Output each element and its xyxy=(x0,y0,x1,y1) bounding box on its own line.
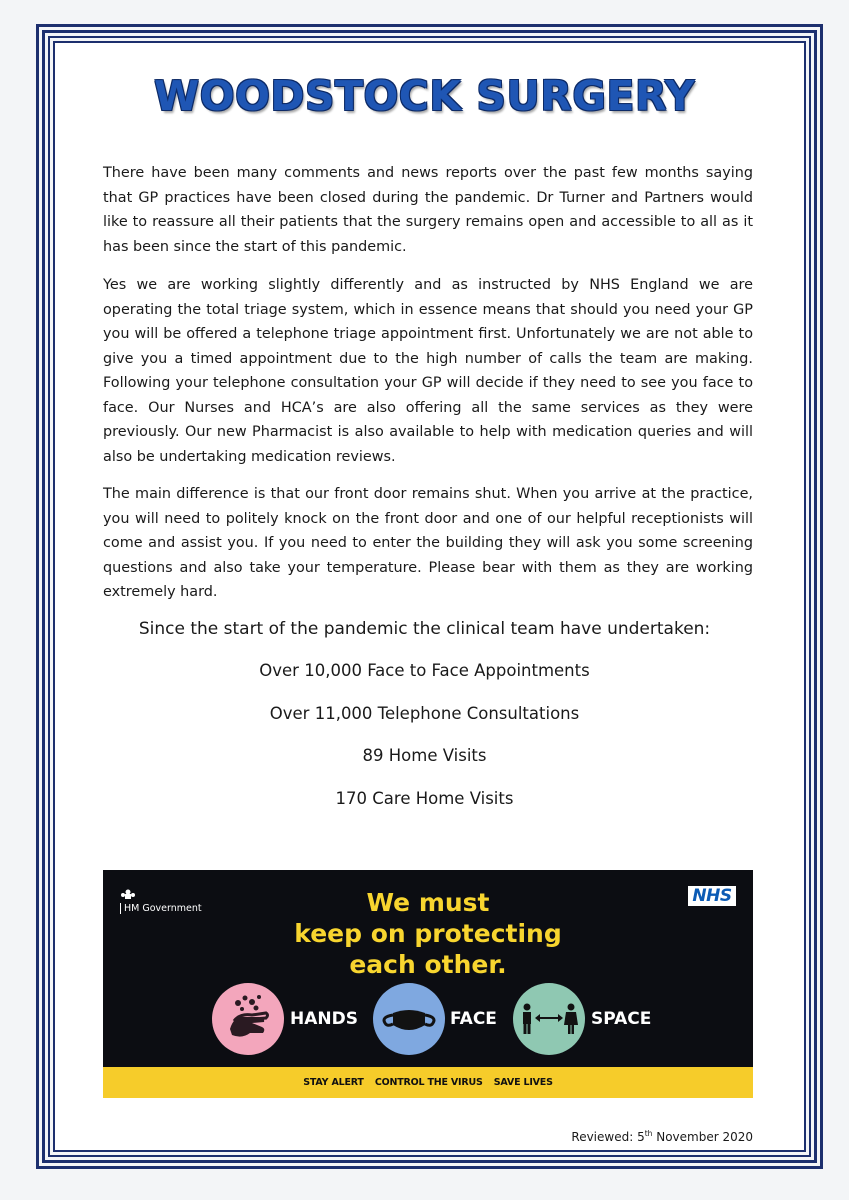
social-distance-icon xyxy=(513,983,585,1055)
gov-text: HM Government xyxy=(120,903,202,914)
paragraph-surgery-open: There have been many comments and news reports over the past few months saying that GP practices have been closed during the pandemic. Dr Turner and Partners would like to reassure all their patients that the surgery remains open and accessible to all as it has been since the start of this pandemic. xyxy=(103,165,753,255)
hand-washing-icon xyxy=(212,983,284,1055)
stat-face-to-face: Over 10,000 Face to Face Appointments xyxy=(259,661,590,680)
paragraph-front-door: The main difference is that our front door remains shut. When you arrive at the practice, you will need to politely knock on the front door and one of our helpful receptionists will come and assist you. If you need to enter the building they will ask you some screening questions and also take your temperature. Please bear with them as they are working extremely hard. xyxy=(103,486,753,600)
stat-care-home-visits: 170 Care Home Visits xyxy=(335,789,514,808)
banner-footer-bar xyxy=(103,1067,753,1098)
footer-control-virus: CONTROL THE VIRUS xyxy=(374,1077,483,1088)
headline-line: keep on protecting xyxy=(294,919,562,948)
stat-telephone: Over 11,000 Telephone Consultations xyxy=(269,704,580,723)
face-mask-icon xyxy=(373,983,445,1055)
banner-headline xyxy=(103,887,753,980)
face-label: FACE xyxy=(450,1009,497,1029)
page-title: WOODSTOCK SURGERY xyxy=(153,72,696,120)
hands-label: HANDS xyxy=(290,1009,358,1029)
headline-line: We must xyxy=(366,888,490,917)
footer-stay-alert: STAY ALERT xyxy=(303,1077,364,1088)
hands-face-space-banner xyxy=(103,870,753,1098)
space-label: SPACE xyxy=(591,1009,652,1029)
stats-intro: Since the start of the pandemic the clinical team have undertaken: xyxy=(138,619,711,639)
paragraph-triage-system: Yes we are working slightly differently and as instructed by NHS England we are operating the total triage system, which in essence means that should you need your GP you will be offered a telephone triage appointment first. Unfortunately we are not able to give you a timed appointment due to the high number of calls the team are making. Following your telephone consultation your GP will decide if they need to see you face to face. Our Nurses and HCA’s are also offering all the same services as they were previously. Our new Pharmacist is also available to help with medication queries and will also be undertaking medication reviews. xyxy=(103,277,753,465)
headline-line: each other. xyxy=(349,950,507,979)
footer-save-lives: SAVE LIVES xyxy=(493,1077,553,1088)
reviewed-date: Reviewed: 5th November 2020 xyxy=(571,1129,753,1144)
stat-home-visits: 89 Home Visits xyxy=(362,746,487,765)
nhs-logo: NHS xyxy=(688,886,736,906)
